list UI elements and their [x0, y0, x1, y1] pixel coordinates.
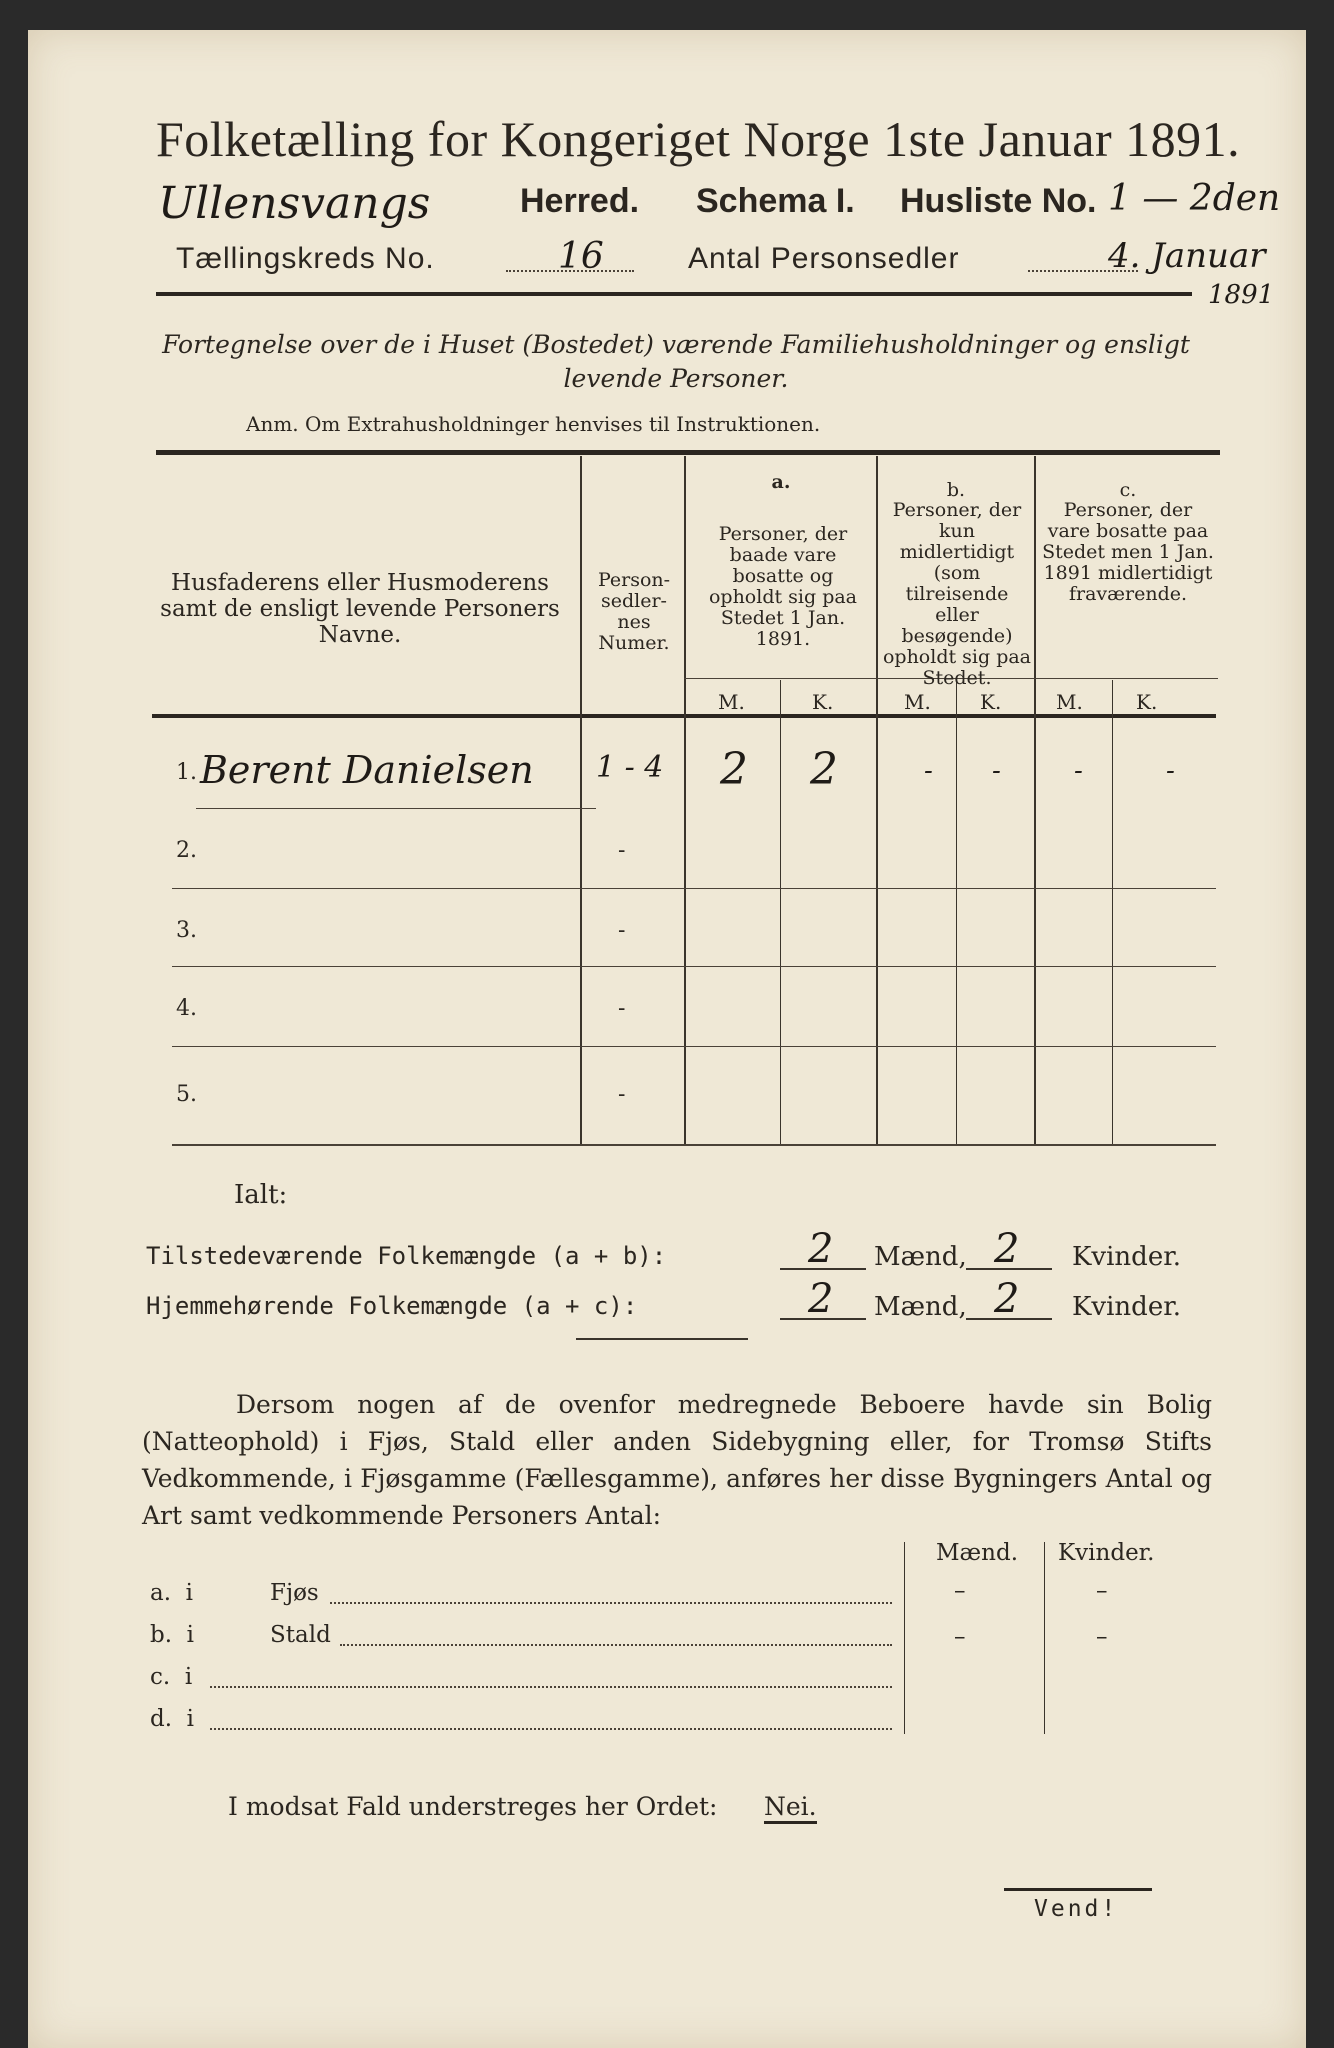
table-row [152, 1048, 1218, 1146]
buildings-row-m: – [954, 1578, 966, 1604]
row-rule [172, 1046, 1216, 1047]
table-row [152, 890, 1218, 968]
anm-note: Anm. Om Extrahusholdninger henvises til Instruktionen. [246, 412, 821, 436]
personsedler-label: Antal Personsedler [688, 242, 960, 275]
row-number: 3. [176, 918, 197, 943]
col-c-k: K. [1136, 690, 1158, 714]
buildings-row-label: Stald [270, 1622, 331, 1648]
personsedler-value: 4. Januar [1108, 236, 1266, 276]
row-number: 2. [176, 838, 197, 863]
buildings-row [150, 1704, 1210, 1744]
header-rule [156, 292, 1192, 296]
buildings-row-letter: c. i [150, 1664, 193, 1690]
buildings-row-k: – [1096, 1578, 1108, 1604]
vend-text: Vend! [1034, 1896, 1119, 1922]
kreds-label: Tællingskreds No. [176, 242, 435, 275]
buildings-row-dots [340, 1644, 892, 1646]
row-rule [172, 888, 1216, 889]
col-c-letter: c. [1119, 479, 1137, 501]
herred-label: Herred. [520, 182, 640, 220]
husliste-value: 1 — 2den [1108, 178, 1281, 219]
row-num: - [618, 1082, 626, 1107]
buildings-kvinder-head: Kvinder. [1058, 1540, 1155, 1566]
row-name-rule [196, 808, 596, 809]
row-c-k: - [1166, 756, 1175, 786]
personsedler-year: 1891 [1208, 280, 1275, 310]
buildings-row-letter: d. i [150, 1706, 195, 1732]
row-num: 1 - 4 [596, 750, 664, 785]
row-name: Berent Danielsen [200, 748, 534, 792]
schema-label: Schema I. [696, 182, 855, 220]
buildings-maend-head: Mænd. [936, 1540, 1019, 1566]
col-b-k: K. [980, 690, 1002, 714]
row-num: - [618, 918, 626, 943]
modsat-text: I modsat Fald understreges her Ordet: [228, 1792, 718, 1821]
buildings-row [150, 1662, 1210, 1702]
row-number: 5. [176, 1082, 197, 1107]
total-line-2-kvinder: Kvinder. [1072, 1292, 1182, 1322]
husliste-label: Husliste No. [900, 182, 1097, 220]
col-b-letter: b. [946, 479, 966, 501]
buildings-row [150, 1620, 1210, 1660]
col-name-header: Husfaderens eller Husmoderens samt de ensligt levende Personers Navne. [160, 570, 560, 648]
kreds-value: 16 [558, 236, 604, 277]
total-line-1-kvinder: Kvinder. [1072, 1242, 1182, 1272]
total-line-2-k: 2 [994, 1276, 1020, 1322]
buildings-row-letter: b. i [150, 1622, 195, 1648]
total-line-1-label: Tilstedeværende Folkemængde (a + b): [146, 1242, 667, 1270]
buildings-row-dots [210, 1728, 892, 1730]
col-b-m: M. [904, 690, 931, 714]
intro-line-1: Fortegnelse over de i Huset (Bostedet) værende Familiehusholdninger og ensligt [162, 330, 1190, 359]
form-title: Folketælling for Kongeriget Norge 1ste Januar 1891. [156, 111, 1241, 167]
table-bottom-rule [172, 1144, 1216, 1146]
buildings-row-m: – [954, 1624, 966, 1650]
row-number: 4. [176, 996, 197, 1021]
row-rule [172, 966, 1216, 967]
col-c-m: M. [1056, 690, 1083, 714]
row-b-m: - [924, 756, 933, 786]
table-top-rule [156, 450, 1220, 455]
row-c-m: - [1074, 756, 1083, 786]
section-divider [576, 1338, 748, 1340]
herred-value: Ullensvangs [158, 178, 431, 229]
intro-line-2: levende Personer. [563, 364, 789, 393]
row-num: - [618, 838, 626, 863]
col-a-header: Personer, der baade vare bosatte og opholdt sig paa Stedet 1 Jan. 1891. [708, 523, 858, 650]
buildings-row-dots [210, 1686, 892, 1688]
total-line-2-maend: Mænd, [874, 1292, 967, 1322]
buildings-row-k: – [1096, 1624, 1108, 1650]
buildings-row-label: Fjøs [270, 1580, 319, 1606]
col-c-header: Personer, der vare bosatte paa Stedet men 1 Jan. 1891 midlertidigt fraværende. [1042, 499, 1214, 605]
col-a-k: K. [812, 690, 834, 714]
col-b-header: Personer, der kun midlertidigt (som tilreisende eller besøgende) opholdt sig paa Stedet. [882, 499, 1032, 689]
total-line-1-k: 2 [994, 1226, 1020, 1272]
buildings-row [150, 1578, 1210, 1618]
total-line-2-label: Hjemmehørende Folkemængde (a + c): [146, 1292, 638, 1320]
census-form [28, 30, 1306, 2048]
total-line-1-m: 2 [808, 1226, 834, 1272]
row-num: - [618, 996, 626, 1021]
col-num-header: Person-sedler-nes Numer. [597, 569, 671, 654]
vend-rule [1004, 1888, 1152, 1891]
row-a-m: 2 [720, 744, 748, 795]
total-line-2-m: 2 [808, 1276, 834, 1322]
total-line-1-maend: Mænd, [874, 1242, 967, 1272]
ialt-label: Ialt: [234, 1180, 288, 1210]
table-row [152, 810, 1218, 890]
buildings-row-letter: a. i [150, 1580, 194, 1606]
row-a-k: 2 [810, 744, 838, 795]
buildings-row-dots [330, 1602, 892, 1604]
table-row [152, 968, 1218, 1048]
buildings-paragraph: Dersom nogen af de ovenfor medregnede Beboere havde sin Bolig (Natteophold) i Fjøs, Stald eller anden Sidebygning eller, for Tromsø Stifts Vedkommende, i Fjøsgamme (Fællesgamme), anføres her disse Bygningers Antal og Art samt vedkommende Personers Antal: [142, 1390, 1212, 1530]
row-b-k: - [992, 756, 1001, 786]
col-a-m: M. [718, 690, 745, 714]
row-number: 1. [176, 760, 197, 785]
table-row [152, 732, 1218, 810]
col-a-letter: a. [771, 471, 791, 493]
nei-word: Nei. [764, 1792, 817, 1824]
